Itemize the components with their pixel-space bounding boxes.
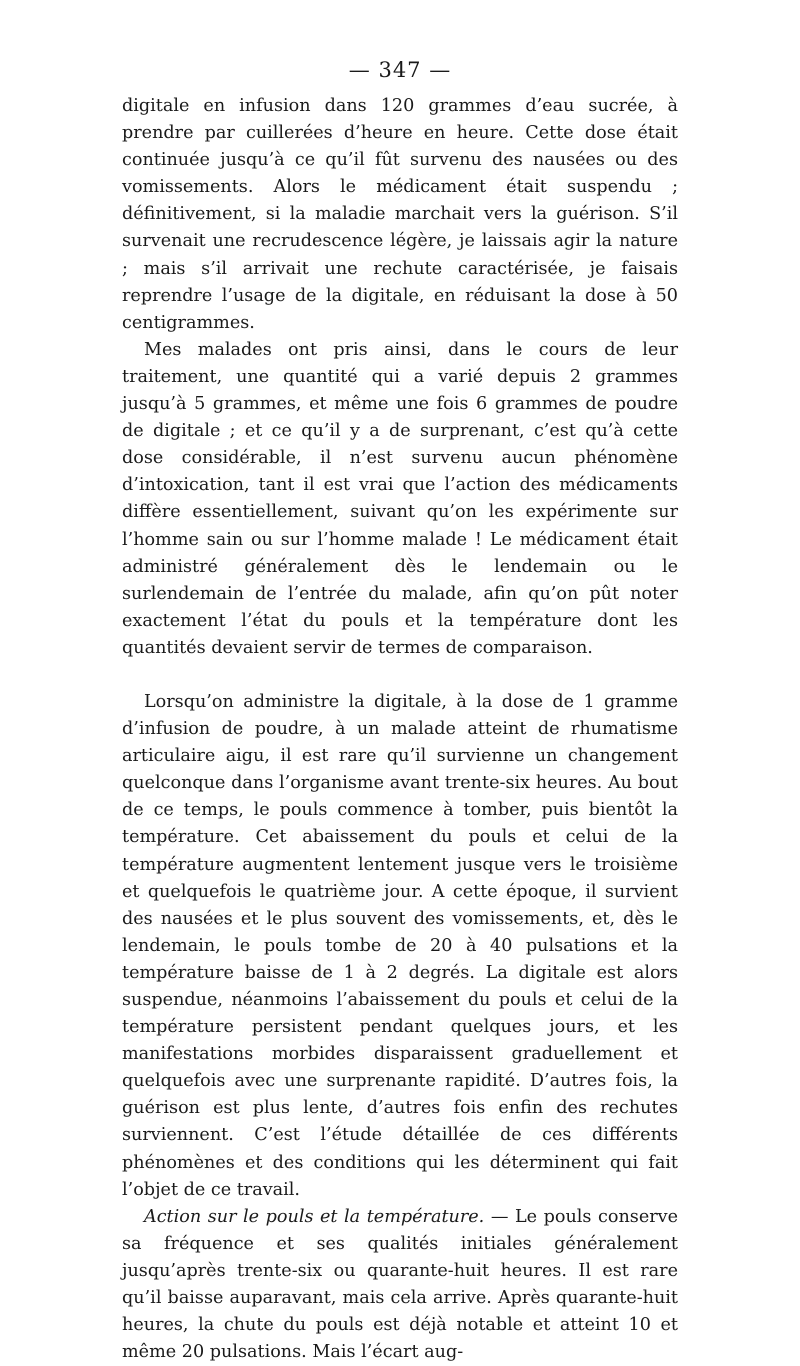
paragraph-dosage: digitale en infusion dans 120 grammes d’eau sucrée, à prendre par cuillerées d’heure en heure. Cette dose était continuée jusqu’à ce qu’il fût survenu des nausées ou des vomissements. Alors le médicament était suspendu ; définitivement, si la maladie marchait vers la guérison. S’il survenait une recrudescence légère, je laissais agir la nature ; mais s’il arrivait une rechute caractérisée, je faisais reprendre l’usage de la digitale, en réduisant la dose à 50 centigrammes. xyxy=(122,96,678,333)
section-text: — Le pouls conserve sa fréquence et ses qualités initiales généralement jusqu’après trente-six ou quarante-huit heures. Il est rare qu’il baisse auparavant, mais cela arrive. Après quarante-huit heures, la chute du pouls est déjà notable et atteint 10 et même 20 pulsations. Mais l’écart aug- xyxy=(122,1206,678,1363)
paragraph-quantities: Mes malades ont pris ainsi, dans le cours de leur traitement, une quantité qui a varié depuis 2 grammes jusqu’à 5 grammes, et même une fois 6 grammes de poudre de digitale ; et ce qu’il y a de surprenant, c’est qu’à cette dose considérable, il n’est survenu aucun phénomène d’intoxication, tant il est vrai que l’action des médicaments diffère essentiellement, suivant qu’on les expérimente sur l’homme sain ou sur l’homme malade ! Le médicament était administré généralement dès le lendemain ou le surlendemain de l’entrée du malade, afin qu’on pût noter exactement l’état du pouls et la température dont les quantités devaient servir de termes de comparaison. xyxy=(122,339,678,658)
page-number: — 347 — xyxy=(348,58,452,82)
body-text xyxy=(122,93,678,1366)
paragraph-pulse-section xyxy=(122,1204,678,1366)
paragraph-administration: Lorsqu’on administre la digitale, à la dose de 1 gramme d’infusion de poudre, à un malade atteint de rhumatisme articulaire aigu, il est rare qu’il survienne un changement quelconque dans l’organisme avant trente-six heures. Au bout de ce temps, le pouls commence à tomber, puis bientôt la température. Cet abaissement du pouls et celui de la température augmentent lentement jusque vers le troisième et quelquefois le quatrième jour. A cette époque, il survient des nausées et le plus souvent des vomissements, et, dès le lendemain, le pouls tombe de 20 à 40 pulsations et la température baisse de 1 à 2 degrés. La digitale est alors suspendue, néanmoins l’abaissement du pouls et celui de la température persistent pendant quelques jours, et les manifestations morbides disparaissent graduellement et quelquefois avec une surprenante rapidité. D’autres fois, la guérison est plus lente, d’autres fois enfin des rechutes surviennent. C’est l’étude détaillée de ces différents phénomènes et des conditions qui les déterminent qui fait l’objet de ce travail. xyxy=(122,691,678,1200)
section-heading: Action sur le pouls et la température. xyxy=(144,1206,485,1227)
